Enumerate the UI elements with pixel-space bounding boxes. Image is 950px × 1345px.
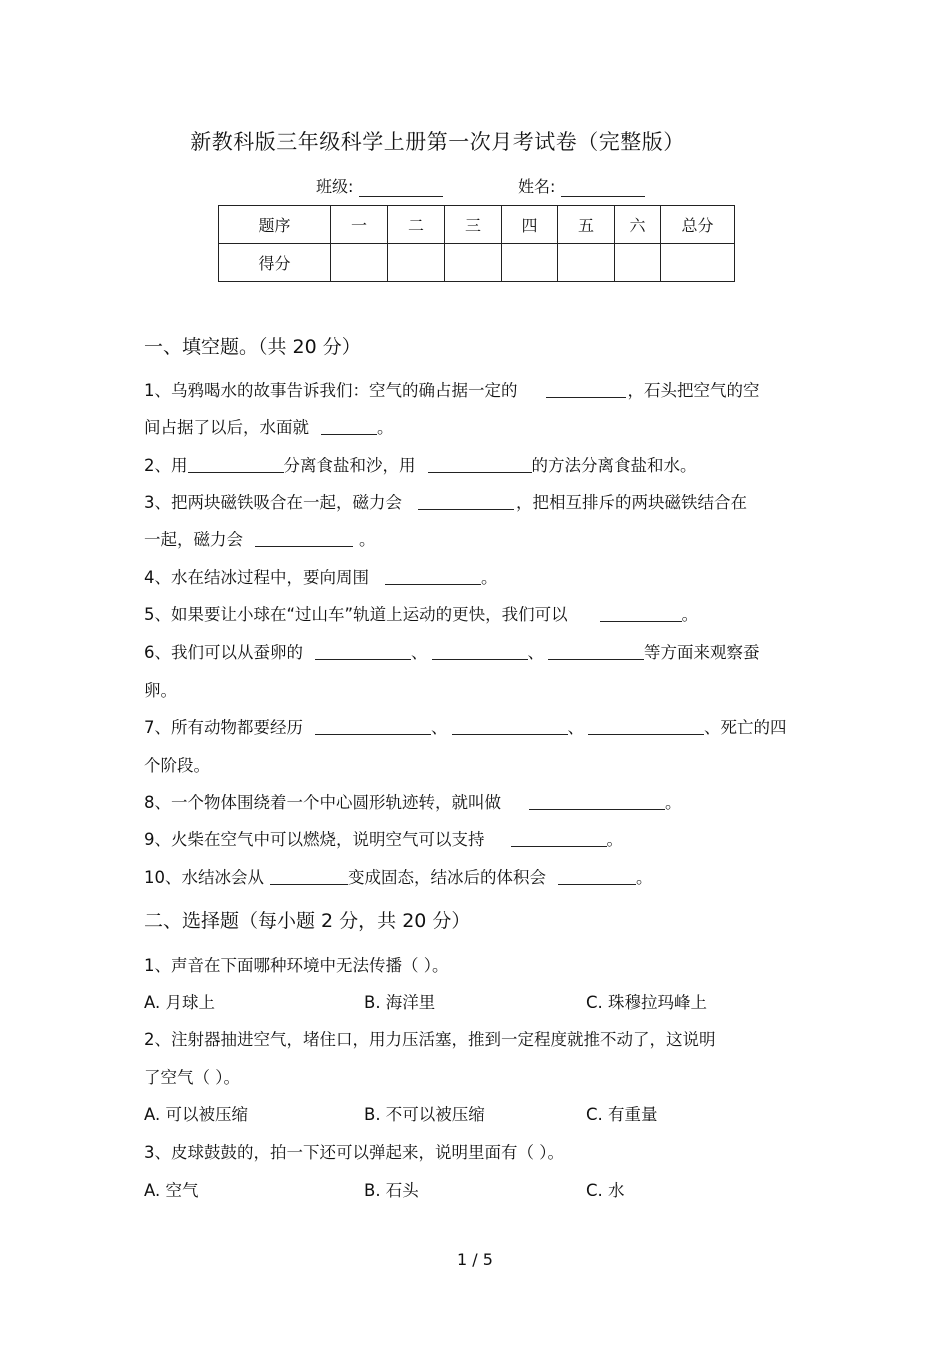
fill-question-1-cont [144, 414, 394, 438]
question-text: 一起，磁力会 [144, 530, 243, 549]
choice-question-2: 2、注射器抽进空气，堵住口，用力压活塞，推到一定程度就推不动了，这说明 [144, 1030, 716, 1049]
page-number: 1 / 5 [457, 1250, 493, 1269]
question-text: ，石头把空气的空 [627, 381, 760, 400]
answer-blank[interactable] [558, 869, 636, 885]
fill-question-2 [144, 452, 697, 476]
score-cell[interactable] [445, 244, 502, 282]
score-header-cell: 三 [445, 206, 502, 244]
score-cell[interactable] [661, 244, 735, 282]
question-text: 3、把两块磁铁吸合在一起，磁力会 [144, 493, 402, 512]
fill-question-7 [144, 714, 787, 738]
score-header-cell: 总分 [661, 206, 735, 244]
option-a[interactable]: A. 月球上 [144, 993, 215, 1012]
fill-question-7-cont: 个阶段。 [144, 756, 210, 775]
exam-title: 新教科版三年级科学上册第一次月考试卷（完整版） [190, 130, 685, 154]
answer-blank[interactable] [255, 531, 353, 547]
fill-question-10 [144, 864, 653, 888]
fill-question-6-cont: 卵。 [144, 681, 177, 700]
question-text: 。 [377, 418, 394, 437]
answer-blank[interactable] [385, 569, 481, 585]
fill-question-9 [144, 826, 623, 850]
question-text: 1、乌鸦喝水的故事告诉我们：空气的确占据一定的 [144, 381, 518, 400]
class-label: 班级: [316, 177, 354, 196]
question-text: 9、火柴在空气中可以燃烧，说明空气可以支持 [144, 830, 485, 849]
answer-blank[interactable] [315, 644, 411, 660]
question-text: 分离食盐和沙，用 [283, 456, 416, 475]
question-text: 。 [481, 568, 498, 587]
option-c[interactable]: C. 有重量 [586, 1105, 658, 1124]
fill-question-6 [144, 639, 760, 663]
option-b[interactable]: B. 石头 [364, 1181, 419, 1200]
option-c[interactable]: C. 水 [586, 1181, 625, 1200]
answer-blank[interactable] [511, 831, 607, 847]
question-text: 5、如果要让小球在“过山车”轨道上运动的更快，我们可以 [144, 605, 568, 624]
question-text: ，把相互排斥的两块磁铁结合在 [516, 493, 747, 512]
name-blank[interactable] [561, 180, 645, 197]
score-header-cell: 题序 [219, 206, 331, 244]
answer-blank[interactable] [548, 644, 644, 660]
score-cell[interactable] [615, 244, 661, 282]
option-b[interactable]: B. 海洋里 [364, 993, 436, 1012]
section2-heading: 二、选择题（每小题 2 分，共 20 分） [144, 910, 471, 932]
question-text: 等方面来观察蚕 [644, 643, 760, 662]
option-a[interactable]: A. 空气 [144, 1181, 199, 1200]
answer-blank[interactable] [588, 719, 704, 735]
section1-heading: 一、填空题。（共 20 分） [144, 336, 361, 358]
score-table [218, 205, 735, 282]
question-text: 、死亡的四 [704, 718, 787, 737]
option-c[interactable]: C. 珠穆拉玛峰上 [586, 993, 708, 1012]
question-text: 变成固态，结冰后的体积会 [348, 868, 546, 887]
question-text: 的方法分离食盐和水。 [531, 456, 697, 475]
score-cell[interactable] [558, 244, 615, 282]
answer-blank[interactable] [428, 457, 532, 473]
fill-question-1 [144, 377, 760, 401]
fill-question-8 [144, 789, 682, 813]
fill-question-3-cont [144, 526, 376, 550]
question-text: 4、水在结冰过程中，要向周围 [144, 568, 369, 587]
question-text: 、 [527, 643, 544, 662]
score-table-score-row [219, 244, 735, 282]
option-b[interactable]: B. 不可以被压缩 [364, 1105, 485, 1124]
question-text: 、 [411, 643, 428, 662]
score-cell[interactable] [388, 244, 445, 282]
answer-blank[interactable] [432, 644, 528, 660]
answer-blank[interactable] [270, 869, 348, 885]
question-text: 10、水结冰会从 [144, 868, 264, 887]
question-text: 间占据了以后，水面就 [144, 418, 309, 437]
answer-blank[interactable] [546, 382, 626, 398]
question-text: 。 [636, 868, 653, 887]
answer-blank[interactable] [529, 794, 665, 810]
fill-question-5 [144, 601, 698, 625]
score-header-cell: 五 [558, 206, 615, 244]
score-cell[interactable] [331, 244, 388, 282]
score-header-cell: 二 [388, 206, 445, 244]
class-blank[interactable] [359, 180, 443, 197]
score-header-cell: 一 [331, 206, 388, 244]
answer-blank[interactable] [321, 419, 377, 435]
answer-blank[interactable] [315, 719, 431, 735]
question-text: 。 [665, 793, 682, 812]
class-field [316, 174, 443, 197]
name-field [518, 174, 645, 197]
choice-question-1: 1、声音在下面哪种环境中无法传播（ ）。 [144, 956, 449, 975]
choice-question-2-cont: 了空气（ ）。 [144, 1068, 240, 1087]
answer-blank[interactable] [600, 606, 682, 622]
score-row-label: 得分 [219, 244, 331, 282]
question-text: 7、所有动物都要经历 [144, 718, 303, 737]
question-text: 6、我们可以从蚕卵的 [144, 643, 303, 662]
question-text: 2、用 [144, 456, 188, 475]
fill-question-3 [144, 489, 747, 513]
question-text: 。 [681, 605, 699, 624]
answer-blank[interactable] [418, 494, 514, 510]
question-text: 。 [606, 830, 623, 849]
answer-blank[interactable] [452, 719, 568, 735]
choice-question-3: 3、皮球鼓鼓的，拍一下还可以弹起来，说明里面有（ ）。 [144, 1143, 564, 1162]
question-text: 、 [431, 718, 448, 737]
answer-blank[interactable] [188, 457, 284, 473]
question-text: 8、一个物体围绕着一个中心圆形轨迹转，就叫做 [144, 793, 501, 812]
score-header-cell: 四 [502, 206, 558, 244]
question-text: 、 [567, 718, 584, 737]
option-a[interactable]: A. 可以被压缩 [144, 1105, 248, 1124]
score-table-header-row [219, 206, 735, 244]
fill-question-4 [144, 564, 498, 588]
score-header-cell: 六 [615, 206, 661, 244]
name-label: 姓名: [518, 177, 556, 196]
question-text: 。 [359, 530, 376, 549]
score-cell[interactable] [502, 244, 558, 282]
